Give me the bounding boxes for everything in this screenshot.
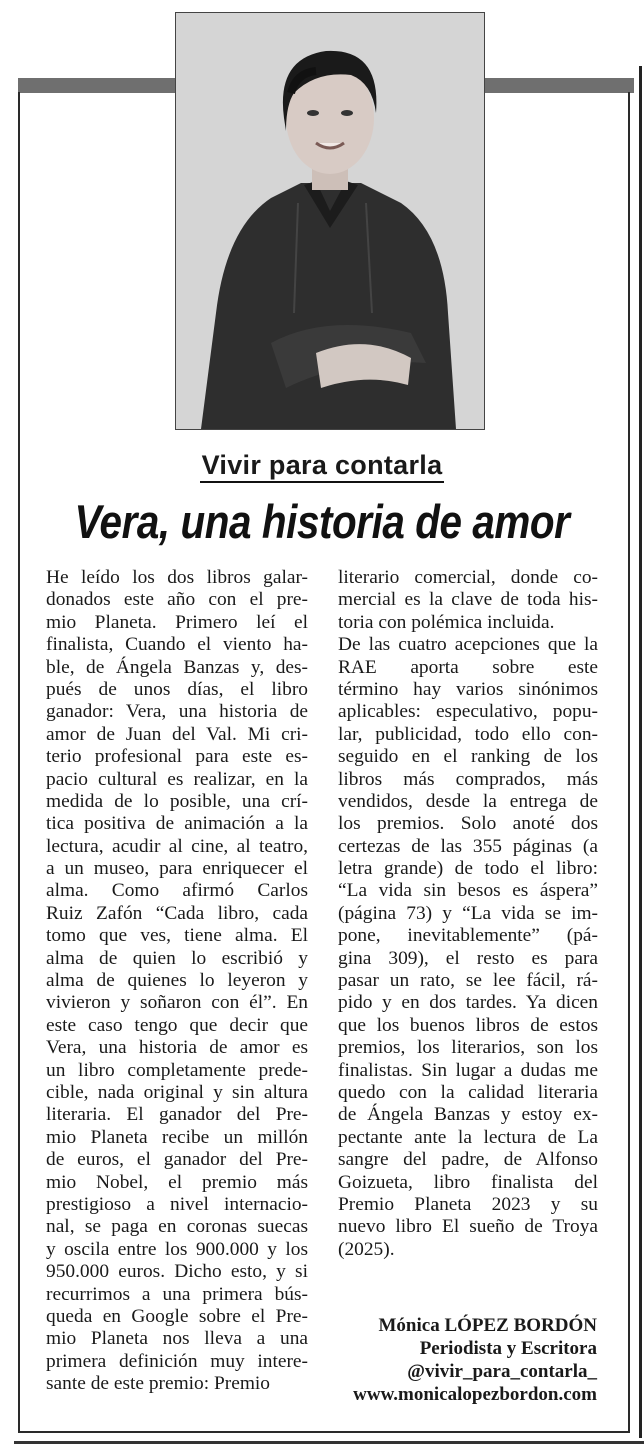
text-line: aplicables: especulativo, popu- <box>338 701 598 723</box>
text-line: a un museo, para enriquecer el <box>46 858 308 880</box>
text-line: “La vida sin besos es áspera” <box>338 880 598 902</box>
text-line: alma de quien lo escribió y <box>46 947 308 969</box>
text-line: amor de Juan del Val. Mi cri- <box>46 723 308 745</box>
text-line: He leído los dos libros galar- <box>46 567 308 588</box>
section-title-text: Vivir para contarla <box>200 450 445 483</box>
text-line: vendidos, desde la entrega de <box>338 790 598 812</box>
text-line: vivieron y soñaron con él”. En <box>46 992 308 1014</box>
text-line: De las cuatro acepciones que la <box>338 634 598 656</box>
text-line: que los buenos libros de estos <box>338 1014 598 1036</box>
text-line: tomo que ves, tiene alma. El <box>46 925 308 947</box>
text-line: sante de este premio: Premio <box>46 1373 271 1395</box>
article-column-left <box>46 567 308 1395</box>
right-rule <box>639 66 642 1438</box>
text-line: cible, nada original y sin altura <box>46 1081 308 1103</box>
bottom-rule <box>14 1441 644 1444</box>
text-line: recurrimos a una primera bús- <box>46 1283 308 1305</box>
text-line: quedo con la calidad literaria <box>338 1081 598 1103</box>
text-line: finalista, Cuando el viento ha- <box>46 634 308 656</box>
text-line: Ruiz Zafón “Cada libro, cada <box>46 902 308 924</box>
text-line: literaria. El ganador del Pre- <box>46 1104 308 1126</box>
text-line: mio Planeta recibe un millón <box>46 1126 308 1148</box>
text-line: de euros, el ganador del Pre- <box>46 1149 308 1171</box>
text-line: premios, los literarios, son los <box>338 1037 598 1059</box>
text-line: este caso tengo que decir que <box>46 1014 308 1036</box>
text-line: lectura, acudir al cine, al teatro, <box>46 835 308 857</box>
text-line: nuevo libro El sueño de Troya <box>338 1216 598 1238</box>
text-line: pone, inevitablemente” (pá- <box>338 925 598 947</box>
text-line: pectante ante la lectura de La <box>338 1126 598 1148</box>
text-line: seguido en el ranking de los <box>338 746 598 768</box>
text-line: alma. Como afirmó Carlos <box>46 880 308 902</box>
text-line: pasar un rato, se lee fácil, rá- <box>338 970 598 992</box>
text-line: toria con polémica incluida. <box>338 611 555 633</box>
text-line: pacio cultural es realizar, en la <box>46 768 308 790</box>
text-line: literario comercial, donde co- <box>338 567 598 588</box>
text-line: mio Nobel, el premio más <box>46 1171 308 1193</box>
text-line: lar, publicidad, todo ello con- <box>338 723 598 745</box>
author-role: Periodista y Escritora <box>419 1338 597 1359</box>
text-line: certezas de las 355 páginas (a <box>338 835 598 857</box>
author-photo <box>175 12 485 430</box>
text-line: mio Planeta nos lleva a una <box>46 1328 308 1350</box>
text-line: RAE aporta sobre este <box>338 656 598 678</box>
text-line: primera definición muy intere- <box>46 1350 308 1372</box>
text-line: ble, de Ángela Banzas y, des- <box>46 656 308 678</box>
text-line: letra grande) de todo el libro: <box>338 858 598 880</box>
text-line: 950.000 euros. Dicho esto, y si <box>46 1261 308 1283</box>
author-website: www.monicalopezbordon.com <box>353 1384 597 1405</box>
text-line: libros más comprados, más <box>338 768 598 790</box>
text-line: terio profesional para este es- <box>46 746 308 768</box>
text-line: mercial es la clave de toda his- <box>338 589 598 611</box>
text-line: los premios. Solo anoté dos <box>338 813 598 835</box>
text-line: donados este año con el pre- <box>46 589 308 611</box>
text-line: gina 309), el resto es para <box>338 947 598 969</box>
text-line: sangre del padre, de Alfonso <box>338 1149 598 1171</box>
signature-block <box>300 1314 597 1406</box>
article-column-right <box>338 567 598 1261</box>
section-title <box>0 450 644 481</box>
headline: Vera, una historia de amor <box>74 495 570 548</box>
text-line: tica positiva de animación a la <box>46 813 308 835</box>
text-line: Goizueta, libro finalista del <box>338 1171 598 1193</box>
text-line: pido y en dos tardes. Ya dicen <box>338 992 598 1014</box>
author-handle: @vivir_para_contarla_ <box>407 1361 597 1382</box>
text-line: queda en Google sobre el Pre- <box>46 1305 308 1327</box>
text-line: de Ángela Banzas y estoy ex- <box>338 1104 598 1126</box>
text-line: nal, se paga en coronas suecas <box>46 1216 308 1238</box>
text-line: ganador: Vera, una historia de <box>46 701 308 723</box>
text-line: finalistas. Sin lugar a dudas me <box>338 1059 598 1081</box>
text-line: alma de quienes lo leyeron y <box>46 970 308 992</box>
text-line: (2025). <box>338 1238 395 1260</box>
text-line: un libro completamente prede- <box>46 1059 308 1081</box>
text-line: (página 73) y “La vida se im- <box>338 902 598 924</box>
text-line: prestigioso a nivel internacio- <box>46 1193 308 1215</box>
text-line: pués de unos días, el libro <box>46 678 308 700</box>
author-name: Mónica LÓPEZ BORDÓN <box>378 1315 597 1336</box>
text-line: término hay varios sinónimos <box>338 678 598 700</box>
text-line: Premio Planeta 2023 y su <box>338 1193 598 1215</box>
text-line: medida de lo posible, una crí- <box>46 790 308 812</box>
text-line: y oscila entre los 900.000 y los <box>46 1238 308 1260</box>
text-line: Vera, una historia de amor es <box>46 1037 308 1059</box>
text-line: mio Planeta. Primero leí el <box>46 611 308 633</box>
